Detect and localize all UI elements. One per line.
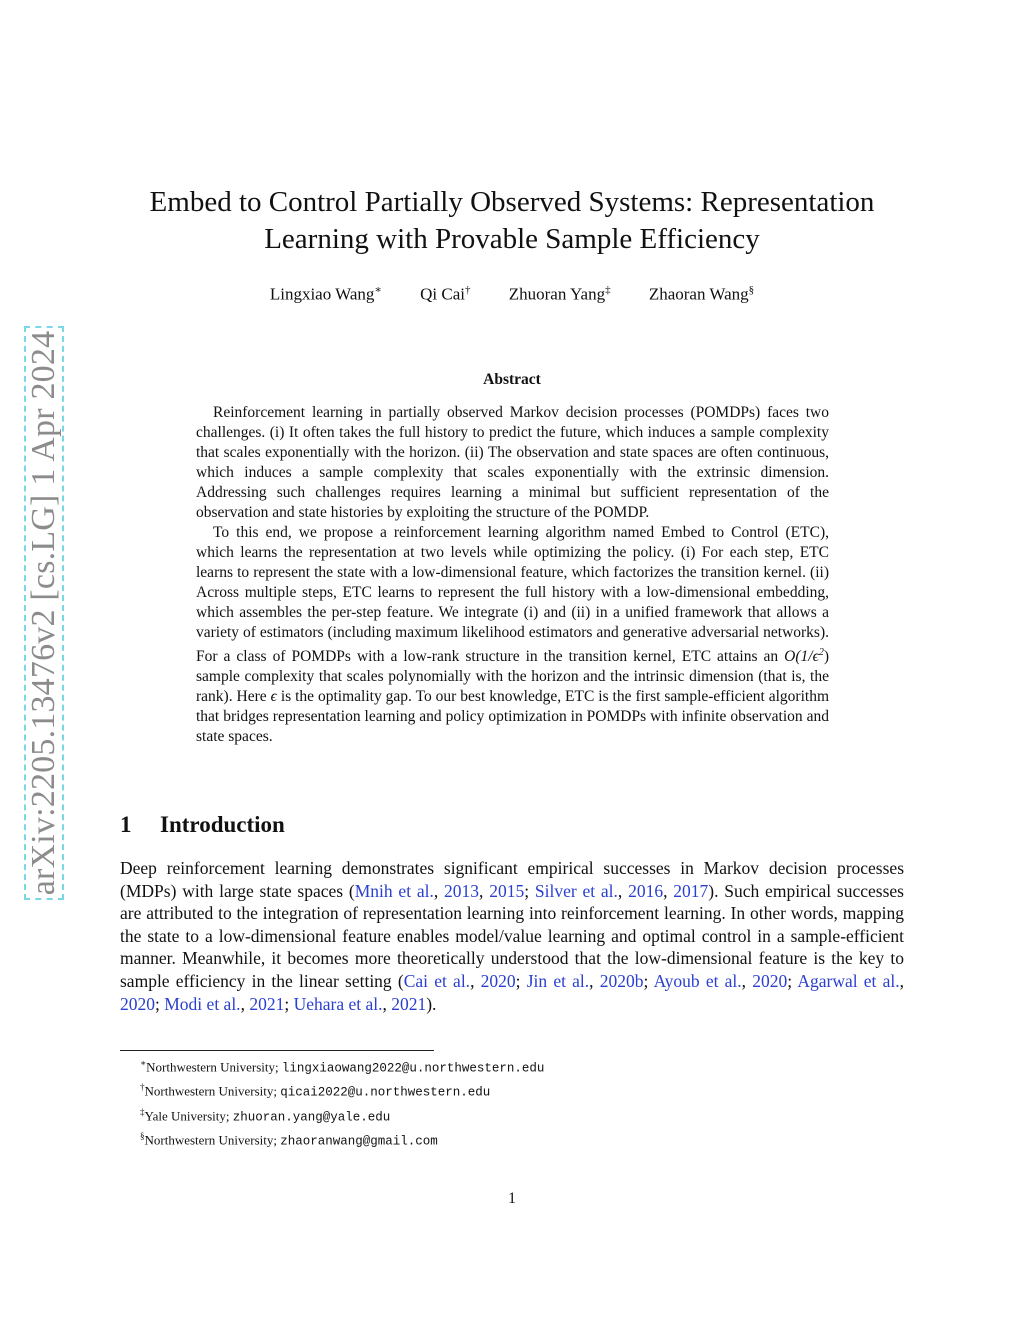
citation-link[interactable]: 2021 [249, 993, 285, 1014]
math-text: ) [823, 648, 829, 666]
citation-link[interactable]: Cai et al. [403, 970, 471, 991]
page-number: 1 [508, 1190, 516, 1207]
footnote-mark: § [140, 1130, 145, 1141]
author-name: Zhaoran Wang [648, 284, 749, 304]
author-name: Qi Cai [420, 284, 465, 304]
abstract-text: sample complexity that scales polynomially with the horizon and the intrinsic dimension (that is, the rank). Here [196, 668, 829, 706]
footnote-item [120, 1103, 904, 1127]
math-exponent: 2 [818, 647, 824, 658]
section-number: 1 [120, 812, 132, 837]
citation-link[interactable]: 2020 [752, 970, 788, 991]
citation-link[interactable]: Mnih et al. [354, 880, 434, 901]
footnotes [120, 1054, 904, 1151]
title-line-2: Learning with Provable Sample Efficiency [264, 223, 760, 255]
author-1 [270, 283, 382, 305]
footnote-affiliation: Northwestern University; [144, 1132, 278, 1148]
abstract-text: is the optimality gap. To our best knowledge, ETC is the first sample-efficient algorithm that bridges representation learning and policy optimization in POMDPs with infinite observation and state spaces. [196, 688, 829, 746]
intro-text: ). Such empirical successes are attributed to the integration of representation learning into reinforcement learning. In other words, mapping the state to a low-dimensional feature enables model/value learning and optimal control in a sample-efficient manner. Meanwhile, it becomes more theoretically understood that the low-dimensional feature is the key to sample efficiency in the linear setting ( [120, 880, 904, 991]
citation-link[interactable]: 2021 [391, 993, 427, 1014]
math-complexity [784, 648, 829, 665]
footnote-item [120, 1054, 904, 1078]
footnote-affiliation: Yale University; [144, 1107, 230, 1123]
footnote-marker[interactable]: † [465, 284, 471, 296]
footnote-marker[interactable]: ‡ [605, 284, 611, 296]
citation-link[interactable]: Jin et al. [526, 970, 590, 991]
footnote-email[interactable]: lingxiaowang2022@u.northwestern.edu [281, 1061, 545, 1076]
paper-title [120, 184, 904, 258]
citation-link[interactable]: 2017 [673, 880, 709, 901]
footnote-email[interactable]: zhuoran.yang@yale.edu [232, 1109, 391, 1124]
intro-text: Deep reinforcement learning demonstrates significant empirical successes in Markov decision processes (MDPs) with large state spaces ( [120, 858, 904, 901]
author-4 [649, 284, 754, 305]
citation-link[interactable]: Agarwal et al. [797, 970, 900, 991]
citation-link[interactable]: Ayoub et al. [653, 970, 742, 991]
footnote-item [120, 1078, 904, 1102]
intro-text: ). [426, 993, 437, 1014]
citation-link[interactable]: 2013 [444, 880, 480, 901]
footnote-item [120, 1127, 904, 1151]
footnote-mark: † [140, 1082, 145, 1093]
author-3 [509, 284, 611, 305]
title-line-1: Embed to Control Partially Observed Systems: Representation [149, 186, 875, 218]
citation-link[interactable]: 2020 [120, 993, 155, 1014]
author-name: Zhuoran Yang [508, 284, 606, 304]
footnote-marker[interactable]: ∗ [374, 284, 382, 296]
abstract-paragraph-1: Reinforcement learning in partially observed Markov decision processes (POMDPs) faces two challenges. (i) It often takes the full history to predict the future, which induces a sample complexity that scales exponentially with the horizon. (ii) The observation and state spaces are often continuous, which induces a sample complexity that scales exponentially with the extrinsic dimension. Addressing such challenges requires learning a minimal but sufficient representation of the observation and state histories by exploiting the structure of the POMDP. [196, 404, 829, 521]
footnote-mark: ‡ [140, 1106, 145, 1117]
citation-link[interactable]: Uehara et al. [293, 993, 383, 1014]
footnote-mark: ∗ [140, 1058, 147, 1068]
math-epsilon: ϵ [270, 688, 277, 706]
section-heading [120, 812, 285, 838]
intro-paragraph: Deep reinforcement learning demonstrates significant empirical successes in Markov decision processes (MDPs) with large state spaces (Mnih et al., 2013, 2015; Silver et al., 2016, 2017). Such empirical successes are attributed to the integration of representation learning into reinforcement learning. In other words, mapping the state to a low-dimensional feature enables model/value learning and optimal control in a sample-efficient manner. Meanwhile, it becomes more theoretically understood that the low-dimensional feature is the key to sample efficiency in the linear setting (Cai et al., 2020; Jin et al., 2020b; Ayoub et al., 2020; Agarwal et al., 2020; Modi et al., 2021; Uehara et al., 2021). [120, 858, 904, 1014]
citation-link[interactable]: 2020b [599, 970, 644, 991]
citation-link[interactable]: 2015 [489, 880, 525, 901]
footnote-marker[interactable]: § [748, 284, 755, 296]
footnote-email[interactable]: qicai2022@u.northwestern.edu [280, 1085, 491, 1100]
author-list [120, 283, 904, 305]
citation-link[interactable]: Silver et al. [534, 880, 618, 901]
footnote-email[interactable]: zhaoranwang@gmail.com [280, 1134, 438, 1149]
citation-link[interactable]: 2020 [480, 970, 516, 991]
abstract-body [196, 403, 829, 747]
abstract-heading: Abstract [483, 371, 541, 388]
footnote-affiliation: Northwestern University; [146, 1059, 279, 1075]
footnote-affiliation: Northwestern University; [144, 1083, 278, 1099]
abstract-text: To this end, we propose a reinforcement learning algorithm named Embed to Control (ETC), which learns the representation at two levels while optimizing the policy. (i) For each step, ETC learns to represent the state with a low-dimensional feature, which factorizes the transition kernel. (ii) Across multiple steps, ETC learns to represent the full history with a low-dimensional embedding, which assembles the per-step feature. We integrate (i) and (ii) in a unified framework that allows a variety of estimators (including maximum likelihood estimators and generative adversarial networks). For a class of POMDPs with a low-rank structure in the transition kernel, ETC attains an [196, 524, 829, 666]
abstract-paragraph-2 [196, 523, 829, 747]
footnote-divider [120, 1050, 434, 1051]
arxiv-identifier[interactable]: arXiv:2205.13476v2 [cs.LG] 1 Apr 2024 [25, 330, 62, 896]
arxiv-stamp[interactable] [24, 326, 64, 900]
citation-link[interactable]: Modi et al. [164, 993, 241, 1014]
section-title: Introduction [160, 812, 285, 837]
author-name: Lingxiao Wang [269, 284, 375, 304]
citation-link[interactable]: 2016 [628, 880, 664, 901]
author-2 [420, 284, 470, 305]
math-text: O(1/ϵ [784, 648, 819, 666]
